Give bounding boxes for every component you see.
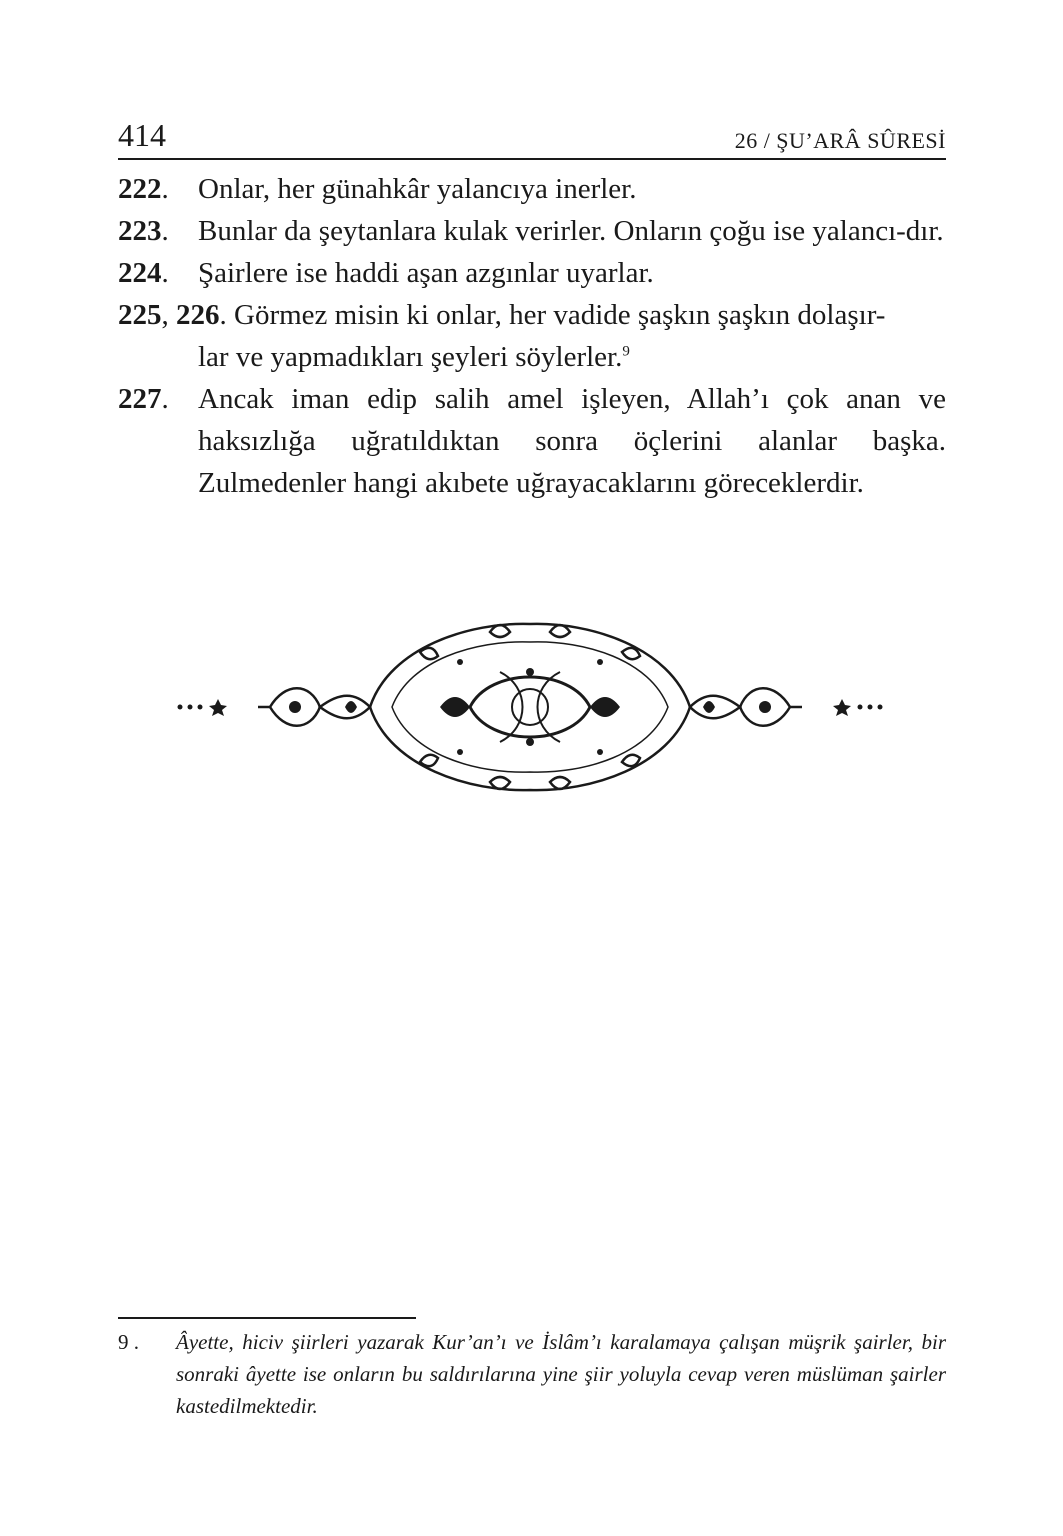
verse-list [118,168,946,504]
verse-number: 222 [118,173,162,205]
footnote-number: 9 . [118,1330,139,1354]
verse-text-first-line: Görmez misin ki onlar, her vadide şaşkın şaşkın dolaşır- [234,299,886,331]
verse-text: Ancak iman edip salih amel işleyen, Allah’ı çok anan ve haksızlığa uğratıldıktan sonra öçlerini alanlar başka. Zulmedenler hangi akıbete uğrayacaklarını göreceklerdir. [198,383,946,499]
verse-224: 224. Şairlere ise haddi aşan azgınlar uyarlar. [118,252,946,294]
verse-225-226: 225, 226. Görmez misin ki onlar, her vadide şaşkın şaşkın dolaşır- lar ve yapmadıkları şeyleri söylerler.$^9$ [118,299,886,373]
verse-number: 227 [118,383,162,415]
footnote [118,1326,946,1422]
verse-number-a: 225 [118,299,162,331]
verse-text-rest: lar ve yapmadıkları şeyleri söylerler. [198,341,623,373]
page-number: 414 [118,117,166,153]
footnote-divider [118,1317,416,1319]
footnote-text: Âyette, hiciv şiirleri yazarak Kur’an’ı ve İslâm’ı karalamaya çalışan müşrik şairler, bir sonraki âyette ise onların bu saldırılarına yine şiir yoluyla cevap veren müslüman şairler kastedilmektedir. [176,1330,946,1418]
footnote-reference[interactable]: 9 [622,343,630,360]
verse-227: 227. Ancak iman edip salih amel işleyen, Allah’ı çok anan ve haksızlığa uğratıldıktan sonra öçlerini alanlar başka. Zulmedenler hangi akıbete uğrayacaklarını göreceklerdir. [118,378,946,504]
verse-number: 224 [118,257,162,289]
floral-ornament-icon [170,612,890,802]
verse-text: Şairlere ise haddi aşan azgınlar uyarlar. [198,257,654,289]
page-header [118,112,946,160]
verse-text: Bunlar da şeytanlara kulak verirler. Onların çoğu ise yalancı-dır. [198,215,944,247]
verse-text: Onlar, her günahkâr yalancıya inerler. [198,173,637,205]
verse-222: 222. Onlar, her günahkâr yalancıya inerler. [118,168,946,210]
verse-223: 223. Bunlar da şeytanlara kulak verirler. Onların çoğu ise yalancı-dır. [118,210,946,252]
verse-number: 223 [118,215,162,247]
running-title: 26 / ŞU’ARÂ SÛRESİ [734,128,946,153]
verse-number-b: 226 [176,299,220,331]
